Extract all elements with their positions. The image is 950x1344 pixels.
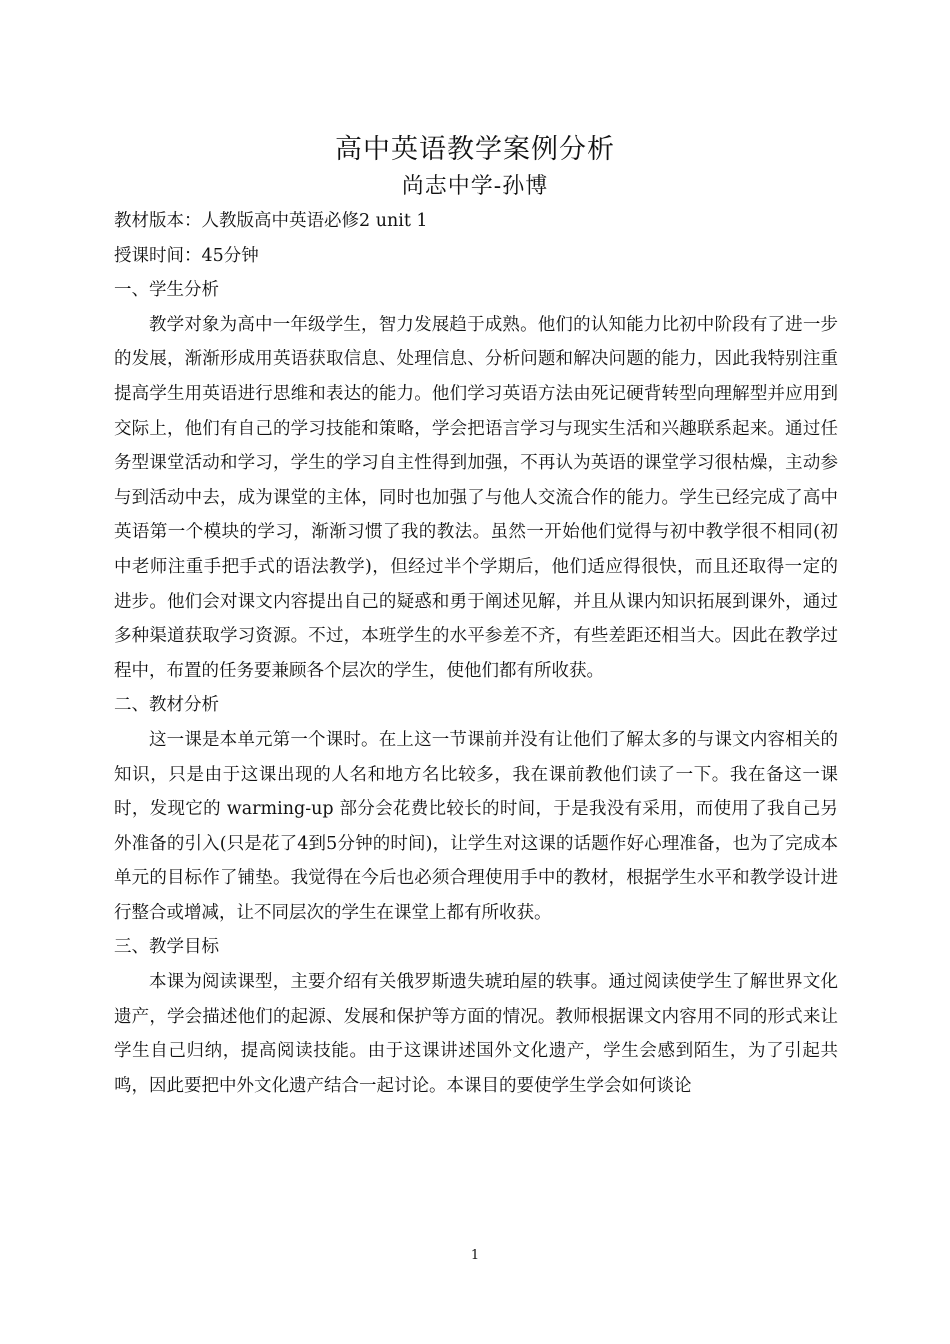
- document-body: [114, 204, 838, 1103]
- section-heading-material-analysis: 二、教材分析: [114, 695, 219, 716]
- section-paragraph-teaching-objectives: 本课为阅读课型，主要介绍有关俄罗斯遗失琥珀屋的轶事。通过阅读使学生了解世界文化遗产，学会描述他们的起源、发展和保护等方面的情况。教师根据课文内容用不同的形式来让学生自己归纳，提高阅读技能。由于这课讲述国外文化遗产，学生会感到陌生，为了引起共鸣，因此要把中外文化遗产结合一起讨论。本课目的要使学生学会如何谈论: [114, 972, 838, 1096]
- page-number: 1: [470, 1248, 480, 1263]
- section-heading-teaching-objectives: 三、教学目标: [114, 937, 219, 958]
- textbook-version: 教材版本：人教版高中英语必修2 unit 1: [114, 211, 428, 231]
- section-paragraph-material-analysis: 这一课是本单元第一个课时。在上这一节课前并没有让他们了解太多的与课文内容相关的知识，只是由于这课出现的人名和地方名比较多，我在课前教他们读了一下。我在备这一课时，发现它的 warming-up 部分会花费比较长的时间，于是我没有采用，而使用了我自己另外准备的引入(只是花了4到5分钟的时间)，让学生对这课的话题作好心理准备，也为了完成本单元的目标作了铺垫。我觉得在今后也必须合理使用手中的教材，根据学生水平和教学设计进行整合或增减，让不同层次的学生在课堂上都有所收获。: [114, 729, 838, 923]
- document-title: 高中英语教学案例分析: [335, 134, 615, 165]
- document-author: 尚志中学-孙博: [401, 174, 549, 199]
- section-paragraph-student-analysis: 教学对象为高中一年级学生，智力发展趋于成熟。他们的认知能力比初中阶段有了进一步的发展，渐渐形成用英语获取信息、处理信息、分析问题和解决问题的能力，因此我特别注重提高学生用英语进行思维和表达的能力。他们学习英语方法由死记硬背转型向理解型并应用到交际上，他们有自己的学习技能和策略，学会把语言学习与现实生活和兴趣联系起来。通过任务型课堂活动和学习，学生的学习自主性得到加强，不再认为英语的课堂学习很枯燥，主动参与到活动中去，成为课堂的主体，同时也加强了与他人交流合作的能力。学生已经完成了高中英语第一个模块的学习，渐渐习惯了我的教法。虽然一开始他们觉得与初中教学很不相同(初中老师注重手把手式的语法教学)，但经过半个学期后，他们适应得很快，而且还取得一定的进步。他们会对课文内容提出自己的疑惑和勇于阐述见解，并且从课内知识拓展到课外，通过多种渠道获取学习资源。不过，本班学生的水平参差不齐，有些差距还相当大。因此在教学过程中，布置的任务要兼顾各个层次的学生，使他们都有所收获。: [114, 314, 838, 681]
- section-heading-student-analysis: 一、学生分析: [114, 280, 219, 301]
- class-time: 授课时间：45分钟: [114, 245, 259, 266]
